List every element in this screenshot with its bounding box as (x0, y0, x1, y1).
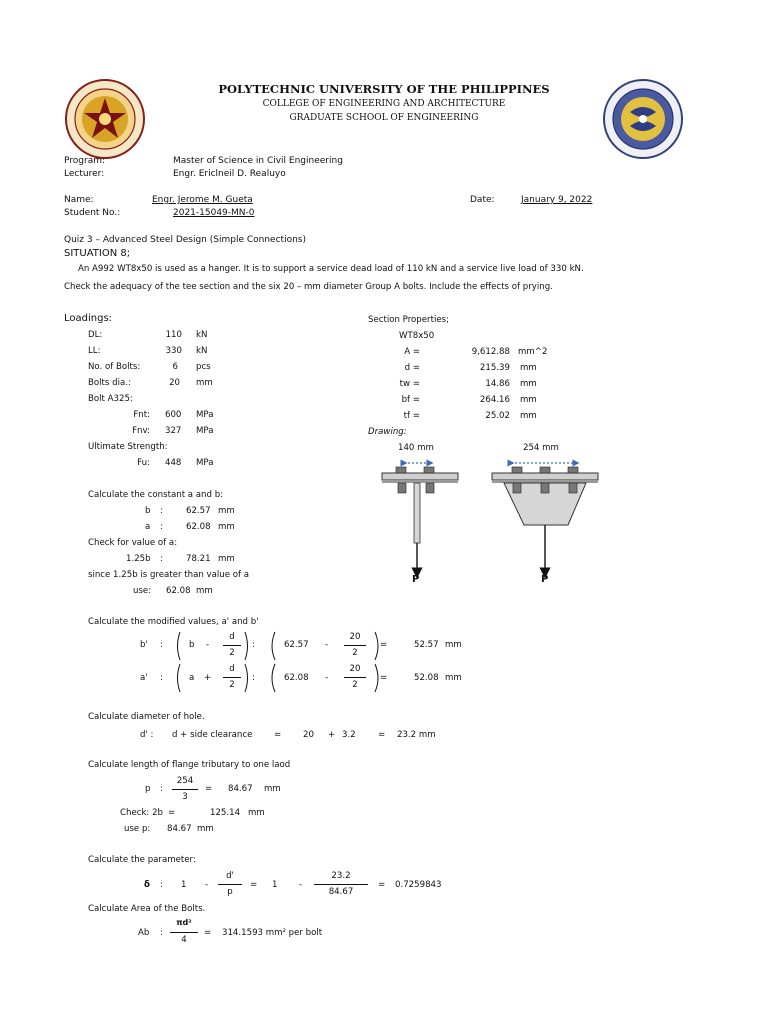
delta-fraction-bar-2 (314, 884, 368, 885)
aprime-result: 52.08 (414, 673, 439, 683)
bprime-result: 52.57 (414, 640, 439, 650)
p-colon: : (160, 784, 163, 794)
program-value: Master of Science in Civil Engineering (173, 156, 343, 166)
a-colon: : (160, 522, 163, 532)
ab-eq: = (204, 928, 212, 938)
hole-plus: + (328, 730, 336, 740)
section-properties-title: Section Properties; (368, 315, 449, 325)
name-label: Name: (64, 195, 94, 205)
loadings-title: Loadings: (64, 313, 113, 324)
fnt-value: 600 (165, 410, 182, 420)
bprime-unit: mm (445, 640, 462, 650)
b-colon: : (160, 506, 163, 516)
aprime-op: + (204, 673, 212, 683)
delta-colon: : (160, 880, 163, 890)
bprime-colon2: : (252, 640, 255, 650)
fu-unit: MPa (196, 458, 214, 468)
tf-value: 25.02 (485, 411, 510, 421)
aprime-unit: mm (445, 673, 462, 683)
fnv-label: Fnv: (132, 426, 150, 436)
aprime-val1: 62.08 (284, 673, 309, 683)
aprime-fraction-bar-2 (344, 677, 366, 678)
aprime-label: a' (140, 673, 148, 683)
p-label: p (145, 784, 151, 794)
check-2b-value: 125.14 (210, 808, 241, 818)
ultimate-strength-label: Ultimate Strength: (88, 442, 168, 452)
delta-result: 0.7259843 (395, 880, 442, 890)
hole-eq2: = (378, 730, 386, 740)
p-num: 254 (176, 776, 194, 786)
dl-label: DL: (88, 330, 103, 340)
aprime-colon: : (160, 673, 163, 683)
delta-minus: - (205, 880, 209, 890)
aprime-eq: = (380, 673, 388, 683)
delta-label: δ (144, 880, 150, 890)
tw-unit: mm (520, 379, 537, 389)
delta-eq2: = (378, 880, 386, 890)
load-p-left: P (412, 574, 420, 585)
fnv-unit: MPa (196, 426, 214, 436)
drawing-dim-140: 140 mm (398, 443, 434, 453)
dl-unit: kN (196, 330, 208, 340)
bprime-colon: : (160, 640, 163, 650)
bolts-count-value: 6 (172, 362, 178, 372)
lecturer-label: Lecturer: (64, 169, 105, 179)
calc-mod-title: Calculate the modified values, a' and b' (88, 617, 259, 627)
bprime-eq: = (380, 640, 388, 650)
date-label: Date: (470, 195, 495, 205)
student-no-label: Student No.: (64, 208, 121, 218)
bprime-op2: - (325, 640, 329, 650)
drawing-dim-254: 254 mm (523, 443, 559, 453)
use-p-value: 84.67 (167, 824, 192, 834)
bprime-num2: 20 (349, 632, 361, 642)
date-value: January 9, 2022 (521, 195, 593, 205)
ab-label: Ab (138, 928, 150, 938)
tw-value: 14.86 (485, 379, 510, 389)
graduate-school-name: GRADUATE SCHOOL OF ENGINEERING (289, 113, 479, 123)
check-2b-label: Check: 2b (120, 808, 163, 818)
delta-den: p (227, 887, 233, 897)
fu-label: Fu: (137, 458, 150, 468)
fnt-label: Fnt: (133, 410, 150, 420)
fu-value: 448 (165, 458, 182, 468)
b-value: 62.57 (186, 506, 211, 516)
tf-unit: mm (520, 411, 537, 421)
bprime-num: d (229, 632, 235, 642)
bprime-b: b (189, 640, 195, 650)
section-name: WT8x50 (399, 331, 435, 341)
calc-p-title: Calculate length of flange tributary to one laod (88, 760, 291, 770)
name-value: Engr. Jerome M. Gueta (152, 195, 253, 205)
problem-line-2: Check the adequacy of the tee section and the six 20 – mm diameter Group A bolts. Include the effects of prying. (64, 282, 553, 292)
delta-minus2: - (299, 880, 303, 890)
use-a-label: use: (133, 586, 152, 596)
bolts-dia-label: Bolts dia.: (88, 378, 131, 388)
hole-v2: 3.2 (342, 730, 356, 740)
aprime-colon2: : (252, 673, 255, 683)
ab-colon: : (160, 928, 163, 938)
b-unit: mm (218, 506, 235, 516)
area-unit: mm^2 (518, 347, 548, 357)
load-p-right: P (541, 574, 549, 585)
p-result: 84.67 (228, 784, 253, 794)
depth-value: 215.39 (479, 363, 510, 373)
delta-num2: 23.2 (331, 871, 351, 881)
aprime-den: 2 (229, 680, 235, 690)
bprime-val1: 62.57 (284, 640, 309, 650)
check-a-text: Check for value of a: (88, 538, 178, 548)
situation-label: SITUATION 8; (64, 248, 131, 259)
aprime-den2: 2 (352, 680, 358, 690)
a-unit: mm (218, 522, 235, 532)
delta-one: 1 (181, 880, 187, 890)
delta-eq: = (250, 880, 258, 890)
use-a-value: 62.08 (166, 586, 191, 596)
dl-value: 110 (165, 330, 182, 340)
hole-label: d' : (140, 730, 154, 740)
drawing-label: Drawing: (368, 427, 407, 437)
aprime-fraction-bar (223, 677, 241, 678)
delta-one2: 1 (272, 880, 278, 890)
a-label: a (145, 522, 151, 532)
aprime-op2: - (325, 673, 329, 683)
university-name: POLYTECHNIC UNIVERSITY OF THE PHILIPPINES (218, 82, 550, 96)
bolts-count-label: No. of Bolts: (88, 362, 141, 372)
university-seal-logo (64, 78, 146, 160)
tf-label: tf = (403, 411, 420, 421)
ab-result: 314.1593 mm² per bolt (222, 928, 323, 938)
college-name: COLLEGE OF ENGINEERING AND ARCHITECTURE (262, 99, 506, 109)
use-a-unit: mm (196, 586, 213, 596)
aprime-num2: 20 (349, 664, 361, 674)
lecturer-value: Engr. Ericlneil D. Realuyo (173, 169, 286, 179)
bprime-label: b' (140, 640, 148, 650)
calc-area-title: Calculate Area of the Bolts. (88, 904, 206, 914)
ll-unit: kN (196, 346, 208, 356)
graduate-school-seal-logo (602, 78, 684, 160)
delta-num: d' (226, 871, 234, 881)
p-eq: = (205, 784, 213, 794)
student-no-value: 2021-15049-MN-0 (173, 208, 255, 218)
depth-unit: mm (520, 363, 537, 373)
ab-den: 4 (181, 935, 187, 945)
calc-ab-title: Calculate the constant a and b: (88, 490, 224, 500)
bolt-grade-label: Bolt A325: (88, 394, 133, 404)
calc-hole-title: Calculate diameter of hole. (88, 712, 205, 722)
since-text: since 1.25b is greater than value of a (88, 570, 249, 580)
ll-label: LL: (88, 346, 101, 356)
b125-unit: mm (218, 554, 235, 564)
depth-label: d = (404, 363, 420, 373)
delta-fraction-bar (218, 884, 242, 885)
delta-den2: 84.67 (328, 887, 354, 897)
bf-label: bf = (401, 395, 420, 405)
bprime-den2: 2 (352, 648, 358, 658)
fnv-value: 327 (165, 426, 182, 436)
ab-fraction-bar (170, 932, 198, 933)
aprime-num: d (229, 664, 235, 674)
b125-colon: : (160, 554, 163, 564)
use-p-label: use p: (124, 824, 151, 834)
use-p-unit: mm (197, 824, 214, 834)
fnt-unit: MPa (196, 410, 214, 420)
b125-value: 78.21 (186, 554, 211, 564)
calc-delta-title: Calculate the parameter: (88, 855, 196, 865)
a-value: 62.08 (186, 522, 211, 532)
bprime-den: 2 (229, 648, 235, 658)
ll-value: 330 (165, 346, 182, 356)
program-label: Program: (64, 156, 106, 166)
tee-hanger-drawing (376, 455, 606, 590)
bf-value: 264.16 (479, 395, 510, 405)
bprime-op: - (206, 640, 210, 650)
bf-unit: mm (520, 395, 537, 405)
tw-label: tw = (399, 379, 420, 389)
b-label: b (145, 506, 151, 516)
hole-v1: 20 (303, 730, 314, 740)
quiz-title: Quiz 3 – Advanced Steel Design (Simple Connections) (64, 235, 306, 245)
p-fraction-bar (172, 789, 198, 790)
area-label: A = (404, 347, 420, 357)
bprime-fraction-bar (223, 645, 241, 646)
bolts-dia-value: 20 (169, 378, 180, 388)
bolts-count-unit: pcs (196, 362, 211, 372)
hole-result: 23.2 mm (397, 730, 436, 740)
ab-num: πd² (176, 918, 192, 927)
aprime-a: a (189, 673, 195, 683)
p-unit: mm (264, 784, 281, 794)
area-value: 9,612.88 (471, 347, 510, 357)
p-den: 3 (182, 792, 188, 802)
hole-expr: d + side clearance (172, 730, 253, 740)
check-2b-unit: mm (248, 808, 265, 818)
problem-line-1: An A992 WT8x50 is used as a hanger. It is to support a service dead load of 110 kN and a service live load of 330 kN. (78, 264, 584, 274)
bolts-dia-unit: mm (196, 378, 213, 388)
check-2b-eq: = (168, 808, 176, 818)
b125-label: 1.25b (126, 554, 151, 564)
hole-eq: = (274, 730, 282, 740)
bprime-fraction-bar-2 (344, 645, 366, 646)
